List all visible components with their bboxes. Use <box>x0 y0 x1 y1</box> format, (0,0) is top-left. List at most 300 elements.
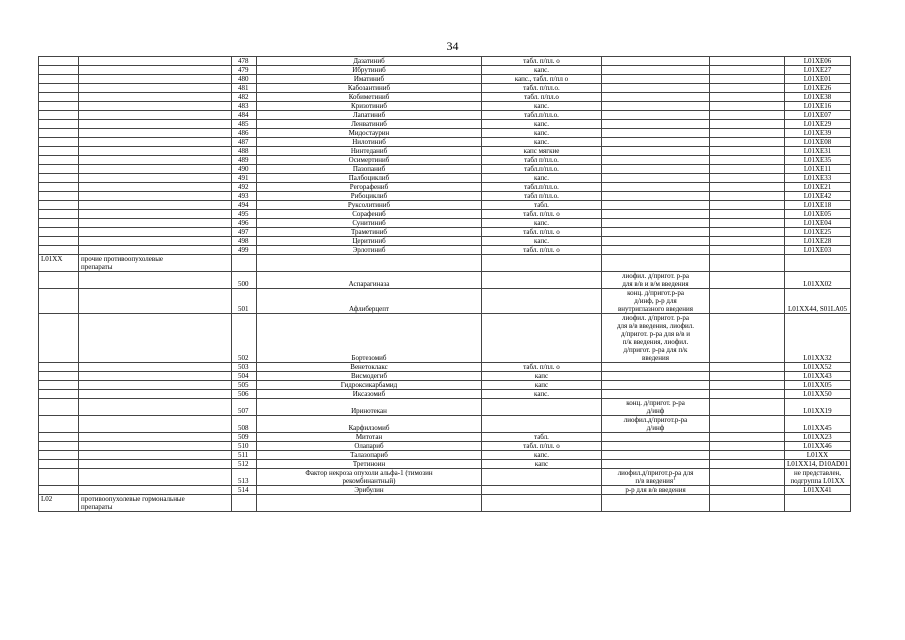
row-number: 508 <box>232 416 257 433</box>
atc-code: L01XE04 <box>785 219 851 228</box>
dosage-form: капс. <box>482 451 602 460</box>
dosage-form-extra-line: д/пригот. р-ра для в/в и <box>621 330 690 338</box>
blank-cell <box>710 84 785 93</box>
dosage-form-extra <box>602 165 710 174</box>
drug-name <box>257 469 482 486</box>
group-name <box>79 495 232 512</box>
atc-group-cell <box>39 147 79 156</box>
dosage-form-extra <box>602 381 710 390</box>
dosage-form: табл. <box>482 433 602 442</box>
atc-group-cell <box>39 442 79 451</box>
group-name-cell <box>79 111 232 120</box>
row-number: 492 <box>232 183 257 192</box>
blank-cell <box>710 469 785 486</box>
drug-name: Венетоклакс <box>257 363 482 372</box>
atc-group-cell <box>39 201 79 210</box>
group-name-cell <box>79 381 232 390</box>
atc-code: L01XX45 <box>785 416 851 433</box>
dosage-form-extra <box>602 183 710 192</box>
blank-cell <box>785 495 851 512</box>
dosage-form-extra-line: лиофил. д/пригот. р-ра <box>621 272 690 280</box>
atc-group-cell <box>39 93 79 102</box>
atc-code: L01XE18 <box>785 201 851 210</box>
group-name-line: препараты <box>81 503 113 511</box>
row-number: 510 <box>232 442 257 451</box>
table-row <box>39 372 851 381</box>
dosage-form: капс. <box>482 138 602 147</box>
atc-code: L01XE25 <box>785 228 851 237</box>
table-row <box>39 129 851 138</box>
blank-cell <box>710 451 785 460</box>
blank-cell <box>710 93 785 102</box>
dosage-form <box>482 416 602 433</box>
group-name-cell <box>79 228 232 237</box>
dosage-form: капс. <box>482 237 602 246</box>
blank-cell <box>710 399 785 416</box>
blank-cell <box>710 129 785 138</box>
atc-code: L01XE27 <box>785 66 851 75</box>
drug-name: Аспарагиназа <box>257 272 482 289</box>
group-name-cell <box>79 165 232 174</box>
dosage-form-extra <box>602 219 710 228</box>
drug-name: Митотан <box>257 433 482 442</box>
group-name-cell <box>79 84 232 93</box>
blank-cell <box>602 495 710 512</box>
dosage-form-extra-line: для в/в и в/м введения <box>622 280 689 288</box>
atc-group-cell <box>39 451 79 460</box>
row-number: 504 <box>232 372 257 381</box>
row-number: 500 <box>232 272 257 289</box>
row-number: 478 <box>232 57 257 66</box>
drug-name: Иматиниб <box>257 75 482 84</box>
table-row <box>39 272 851 289</box>
dosage-form: капс мягкие <box>482 147 602 156</box>
dosage-form-extra <box>602 84 710 93</box>
dosage-form <box>482 314 602 363</box>
group-name-cell <box>79 66 232 75</box>
group-name-line: прочие противоопухолевые <box>81 255 164 263</box>
dosage-form: табл п/пл.о. <box>482 156 602 165</box>
blank-cell <box>710 495 785 512</box>
drug-name: Осимертиниб <box>257 156 482 165</box>
row-number: 479 <box>232 66 257 75</box>
atc-group-cell <box>39 156 79 165</box>
atc-group-cell <box>39 381 79 390</box>
dosage-form-extra-line: д/инф <box>646 424 665 432</box>
group-row <box>39 255 851 272</box>
dosage-form-extra <box>602 156 710 165</box>
dosage-form: капс. <box>482 390 602 399</box>
atc-code: L01XX50 <box>785 390 851 399</box>
table-row <box>39 138 851 147</box>
blank-cell <box>710 120 785 129</box>
row-number: 494 <box>232 201 257 210</box>
atc-group-cell <box>39 289 79 314</box>
row-number: 481 <box>232 84 257 93</box>
atc-group-cell <box>39 129 79 138</box>
group-name-cell <box>79 201 232 210</box>
drug-name: Эрибулин <box>257 486 482 495</box>
blank-cell <box>785 255 851 272</box>
blank-cell <box>710 165 785 174</box>
drug-name: Нилотиниб <box>257 138 482 147</box>
blank-cell <box>710 228 785 237</box>
dosage-form-extra-line: р-р для в/в введения <box>625 486 686 494</box>
dosage-form-extra <box>602 228 710 237</box>
atc-group-cell <box>39 75 79 84</box>
drug-name-line: рекомбинантный) <box>342 477 396 485</box>
dosage-form <box>482 272 602 289</box>
group-name-cell <box>79 486 232 495</box>
atc-code: L01XE01 <box>785 75 851 84</box>
row-number: 501 <box>232 289 257 314</box>
group-name-cell <box>79 219 232 228</box>
dosage-form-extra <box>602 289 710 314</box>
row-number: 506 <box>232 390 257 399</box>
atc-code: L01XE38 <box>785 93 851 102</box>
table-row <box>39 228 851 237</box>
table-row <box>39 93 851 102</box>
dosage-form: капс <box>482 381 602 390</box>
blank-cell <box>710 192 785 201</box>
drug-name: Кобиметиниб <box>257 93 482 102</box>
blank-cell <box>710 111 785 120</box>
atc-code: L01XE21 <box>785 183 851 192</box>
atc-code: L01XE42 <box>785 192 851 201</box>
blank-cell <box>710 272 785 289</box>
atc-code: L01XE11 <box>785 165 851 174</box>
dosage-form: капс. <box>482 174 602 183</box>
table-row <box>39 460 851 469</box>
group-name-cell <box>79 192 232 201</box>
atc-code: L01XE28 <box>785 237 851 246</box>
dosage-form-extra <box>602 192 710 201</box>
blank-cell <box>482 495 602 512</box>
row-number: 503 <box>232 363 257 372</box>
table-row <box>39 75 851 84</box>
table-row <box>39 246 851 255</box>
dosage-form: капс. <box>482 102 602 111</box>
table-row <box>39 416 851 433</box>
dosage-form: табл. <box>482 201 602 210</box>
blank-cell <box>710 156 785 165</box>
atc-code: L01XX19 <box>785 399 851 416</box>
table-row <box>39 192 851 201</box>
dosage-form: капс. <box>482 129 602 138</box>
dosage-form-extra <box>602 111 710 120</box>
atc-code: L01XX14, D10AD01 <box>785 460 851 469</box>
blank-cell <box>482 255 602 272</box>
dosage-form-extra <box>602 93 710 102</box>
dosage-form-extra-line: д/инф <box>646 407 665 415</box>
row-number: 507 <box>232 399 257 416</box>
atc-code: L01XE26 <box>785 84 851 93</box>
table-row <box>39 210 851 219</box>
atc-group-cell <box>39 66 79 75</box>
group-name-cell <box>79 129 232 138</box>
drug-name: Кризотиниб <box>257 102 482 111</box>
atc-code: L01XE16 <box>785 102 851 111</box>
dosage-form: табл п/пл.о. <box>482 192 602 201</box>
dosage-form-extra-line: лиофил.д/пригот.р-ра для <box>617 469 694 477</box>
drug-name: Сунитиниб <box>257 219 482 228</box>
dosage-form-extra-line: конц. д/пригот.р-ра <box>627 289 684 297</box>
dosage-form-extra <box>602 129 710 138</box>
dosage-form-extra <box>602 246 710 255</box>
row-number: 505 <box>232 381 257 390</box>
row-number: 482 <box>232 93 257 102</box>
table-row <box>39 399 851 416</box>
drug-name: Афлиберцепт <box>257 289 482 314</box>
drug-name: Нинтеданиб <box>257 147 482 156</box>
dosage-form-extra <box>602 201 710 210</box>
row-number: 499 <box>232 246 257 255</box>
group-name-line: противоопухолевые гормональные <box>81 495 185 503</box>
blank-cell <box>710 255 785 272</box>
atc-code: L01XX02 <box>785 272 851 289</box>
row-number: 485 <box>232 120 257 129</box>
atc-code: L01XE03 <box>785 246 851 255</box>
table-row <box>39 237 851 246</box>
atc-group-cell <box>39 210 79 219</box>
atc-code: L01XX <box>785 451 851 460</box>
group-name-line: препараты <box>81 263 113 271</box>
drug-name: Гидроксикарбамид <box>257 381 482 390</box>
row-number: 490 <box>232 165 257 174</box>
group-name-cell <box>79 416 232 433</box>
dosage-form-extra <box>602 372 710 381</box>
atc-group-cell <box>39 469 79 486</box>
row-number: 495 <box>232 210 257 219</box>
drug-name-line: Фактор некроза опухоли альфа-1 (тимозин <box>305 469 433 477</box>
dosage-form-extra-line: лиофил.д/пригот.р-ра <box>623 416 688 424</box>
dosage-form: табл. п/пл. о <box>482 210 602 219</box>
row-number: 497 <box>232 228 257 237</box>
atc-group-cell <box>39 237 79 246</box>
atc-code: L01XX44, S01LA05 <box>785 289 851 314</box>
row-number: 513 <box>232 469 257 486</box>
group-name-cell <box>79 237 232 246</box>
atc-group-cell <box>39 460 79 469</box>
atc-group-cell <box>39 399 79 416</box>
dosage-form-extra <box>602 174 710 183</box>
group-name-cell <box>79 289 232 314</box>
group-name-cell <box>79 75 232 84</box>
row-number: 480 <box>232 75 257 84</box>
atc-group-cell <box>39 363 79 372</box>
drug-name: Сорафениб <box>257 210 482 219</box>
dosage-form: табл. п/пл. о <box>482 442 602 451</box>
dosage-form: табл. п/пл. о <box>482 363 602 372</box>
table-row <box>39 314 851 363</box>
drug-name: Пазопаниб <box>257 165 482 174</box>
atc-code: L01XE31 <box>785 147 851 156</box>
atc-group-cell <box>39 102 79 111</box>
drug-name: Мидостаурин <box>257 129 482 138</box>
table-row <box>39 363 851 372</box>
blank-cell <box>710 246 785 255</box>
atc-code: L01XX32 <box>785 314 851 363</box>
dosage-form <box>482 289 602 314</box>
atc-group-cell <box>39 138 79 147</box>
blank-cell <box>710 237 785 246</box>
drug-name: Церитиниб <box>257 237 482 246</box>
blank-cell <box>710 138 785 147</box>
dosage-form-extra-line: п/в введения <box>635 477 674 485</box>
table-row <box>39 201 851 210</box>
drug-list-table <box>38 56 851 512</box>
atc-group-cell <box>39 228 79 237</box>
dosage-form: табл.п/пл.о. <box>482 111 602 120</box>
dosage-form: табл.п/пл.о. <box>482 183 602 192</box>
group-row <box>39 495 851 512</box>
group-name-cell <box>79 390 232 399</box>
dosage-form-extra <box>602 314 710 363</box>
blank-cell <box>710 390 785 399</box>
dosage-form: табл. п/пл. о <box>482 246 602 255</box>
table-row <box>39 442 851 451</box>
dosage-form-extra <box>602 469 710 486</box>
dosage-form: капс <box>482 460 602 469</box>
atc-group-cell <box>39 84 79 93</box>
dosage-form: табл. п/пл.о <box>482 93 602 102</box>
drug-name: Лапатиниб <box>257 111 482 120</box>
atc-code: L01XX41 <box>785 486 851 495</box>
blank-cell <box>710 147 785 156</box>
dosage-form-extra <box>602 102 710 111</box>
blank-cell <box>710 289 785 314</box>
atc-group-cell <box>39 246 79 255</box>
row-number: 498 <box>232 237 257 246</box>
dosage-form: капс. <box>482 219 602 228</box>
dosage-form-extra <box>602 147 710 156</box>
drug-name: Иринотекан <box>257 399 482 416</box>
atc-code: L01XE06 <box>785 57 851 66</box>
table-row <box>39 289 851 314</box>
drug-name: Карфилзомиб <box>257 416 482 433</box>
dosage-form-extra-line: д/пригот. р-ра для п/к <box>623 346 688 354</box>
atc-group-cell <box>39 372 79 381</box>
atc-group-cell <box>39 111 79 120</box>
drug-name: Рибоциклиб <box>257 192 482 201</box>
atc-group-cell <box>39 314 79 363</box>
table-row <box>39 433 851 442</box>
table-row <box>39 183 851 192</box>
row-number: 486 <box>232 129 257 138</box>
atc-group-cell <box>39 57 79 66</box>
group-name-cell <box>79 314 232 363</box>
table-row <box>39 469 851 486</box>
dosage-form: табл. п/пл. о <box>482 57 602 66</box>
group-name-cell <box>79 120 232 129</box>
atc-code: L01XE08 <box>785 138 851 147</box>
footnote-mark: 1 <box>673 476 676 482</box>
row-number: 512 <box>232 460 257 469</box>
drug-name: Иксазомиб <box>257 390 482 399</box>
table-row <box>39 451 851 460</box>
atc-group-cell <box>39 183 79 192</box>
atc-group-cell <box>39 433 79 442</box>
drug-name: Траметиниб <box>257 228 482 237</box>
row-number: 488 <box>232 147 257 156</box>
dosage-form-extra <box>602 433 710 442</box>
blank-cell <box>710 102 785 111</box>
dosage-form-extra <box>602 272 710 289</box>
dosage-form-extra <box>602 416 710 433</box>
table-row <box>39 102 851 111</box>
dosage-form: капс., табл. п/пл о <box>482 75 602 84</box>
atc-code: L01XX46 <box>785 442 851 451</box>
dosage-form-extra <box>602 399 710 416</box>
row-number: 493 <box>232 192 257 201</box>
atc-group-cell <box>39 120 79 129</box>
row-number: 511 <box>232 451 257 460</box>
atc-group-cell <box>39 219 79 228</box>
atc-code: L01XE35 <box>785 156 851 165</box>
atc-code: L01XE05 <box>785 210 851 219</box>
blank-cell <box>710 433 785 442</box>
group-name-cell <box>79 183 232 192</box>
dosage-form-extra-line: введения <box>642 354 669 362</box>
dosage-form-extra <box>602 237 710 246</box>
atc-code: L01XE29 <box>785 120 851 129</box>
table-row <box>39 111 851 120</box>
drug-name: Эрлотиниб <box>257 246 482 255</box>
row-number: 487 <box>232 138 257 147</box>
group-name-cell <box>79 174 232 183</box>
drug-name: Талазопариб <box>257 451 482 460</box>
group-name-cell <box>79 399 232 416</box>
blank-cell <box>710 363 785 372</box>
dosage-form-extra <box>602 57 710 66</box>
drug-name: Олапариб <box>257 442 482 451</box>
group-name <box>79 255 232 272</box>
group-name-cell <box>79 460 232 469</box>
drug-name: Ленватиниб <box>257 120 482 129</box>
drug-name: Кабозантиниб <box>257 84 482 93</box>
group-name-cell <box>79 102 232 111</box>
blank-cell <box>232 495 257 512</box>
atc-group-cell <box>39 174 79 183</box>
blank-cell <box>710 66 785 75</box>
blank-cell <box>602 255 710 272</box>
group-name-cell <box>79 138 232 147</box>
row-number: 483 <box>232 102 257 111</box>
group-name-cell <box>79 57 232 66</box>
blank-cell <box>232 255 257 272</box>
dosage-form <box>482 399 602 416</box>
group-name-cell <box>79 246 232 255</box>
row-number: 491 <box>232 174 257 183</box>
drug-name: Дазатиниб <box>257 57 482 66</box>
atc-code: L01XX05 <box>785 381 851 390</box>
atc-code: L01XX52 <box>785 363 851 372</box>
blank-cell <box>710 381 785 390</box>
table-row <box>39 381 851 390</box>
table-row <box>39 156 851 165</box>
group-name-cell <box>79 451 232 460</box>
dosage-form-extra <box>602 460 710 469</box>
dosage-form-extra-line: конц. д/пригот. р-ра <box>626 399 685 407</box>
blank-cell <box>710 314 785 363</box>
group-name-cell <box>79 372 232 381</box>
dosage-form-extra <box>602 120 710 129</box>
atc-group-cell <box>39 272 79 289</box>
atc-group-cell <box>39 486 79 495</box>
row-number: 484 <box>232 111 257 120</box>
group-name-cell <box>79 147 232 156</box>
blank-cell <box>710 372 785 381</box>
